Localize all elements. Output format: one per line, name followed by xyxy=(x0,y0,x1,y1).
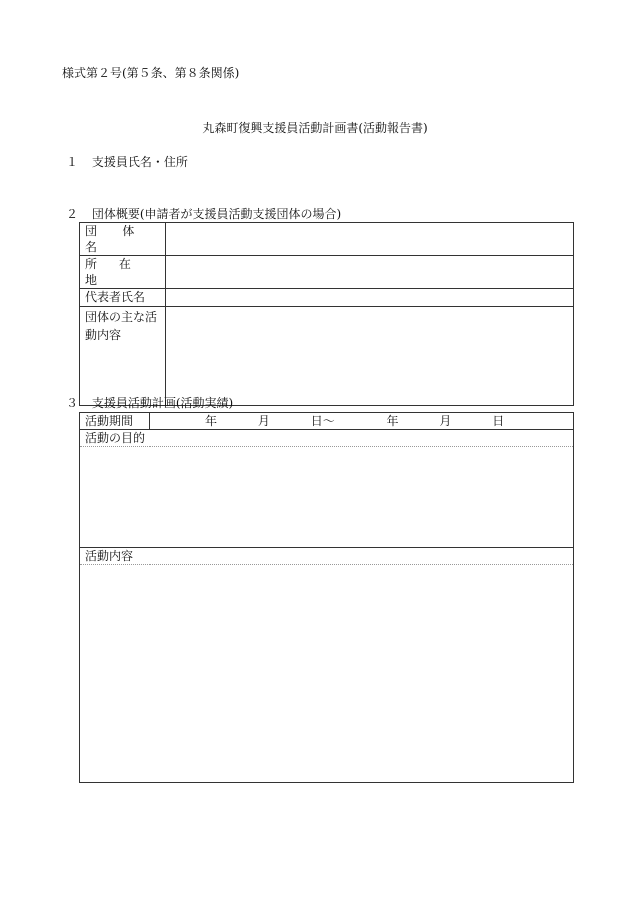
section-2-number: ２ xyxy=(66,207,79,221)
organization-table xyxy=(79,222,574,406)
activity-period-field[interactable] xyxy=(150,413,574,430)
end-day-label: 日 xyxy=(492,414,505,428)
address-label: 所 在 地 xyxy=(80,256,166,289)
section-1-title: 支援員氏名・住所 xyxy=(91,155,188,169)
representative-field[interactable] xyxy=(166,289,574,307)
activity-plan-table xyxy=(79,412,574,783)
activity-period-label: 活動期間 xyxy=(80,413,150,430)
activity-purpose-field[interactable] xyxy=(80,447,574,548)
section-3-number: ３ xyxy=(66,396,79,410)
activity-content-field[interactable] xyxy=(80,565,574,783)
start-year-label: 年 xyxy=(205,414,218,428)
end-year-label: 年 xyxy=(386,414,399,428)
start-day-label: 日〜 xyxy=(310,414,335,428)
section-2-heading xyxy=(66,207,341,221)
section-2-title: 団体概要(申請者が支援員活動支援団体の場合) xyxy=(91,207,342,221)
org-name-field[interactable] xyxy=(166,223,574,256)
section-1-heading xyxy=(66,155,188,169)
activity-purpose-label: 活動の目的 xyxy=(80,430,574,447)
document-title: 丸森町復興支援員活動計画書(活動報告書) xyxy=(202,121,428,135)
start-month-label: 月 xyxy=(257,414,270,428)
section-3-title: 支援員活動計画(活動実績) xyxy=(91,396,234,410)
org-name-label: 団 体 名 xyxy=(80,223,166,256)
section-1-number: １ xyxy=(66,155,79,169)
end-month-label: 月 xyxy=(439,414,452,428)
form-number: 様式第２号(第５条、第８条関係) xyxy=(62,66,240,80)
address-field[interactable] xyxy=(166,256,574,289)
main-activities-label: 団体の主な活 動内容 xyxy=(80,307,166,406)
section-3-heading xyxy=(66,396,233,410)
representative-label: 代表者氏名 xyxy=(80,289,166,307)
main-activities-field[interactable] xyxy=(166,307,574,406)
activity-content-label: 活動内容 xyxy=(80,548,574,565)
